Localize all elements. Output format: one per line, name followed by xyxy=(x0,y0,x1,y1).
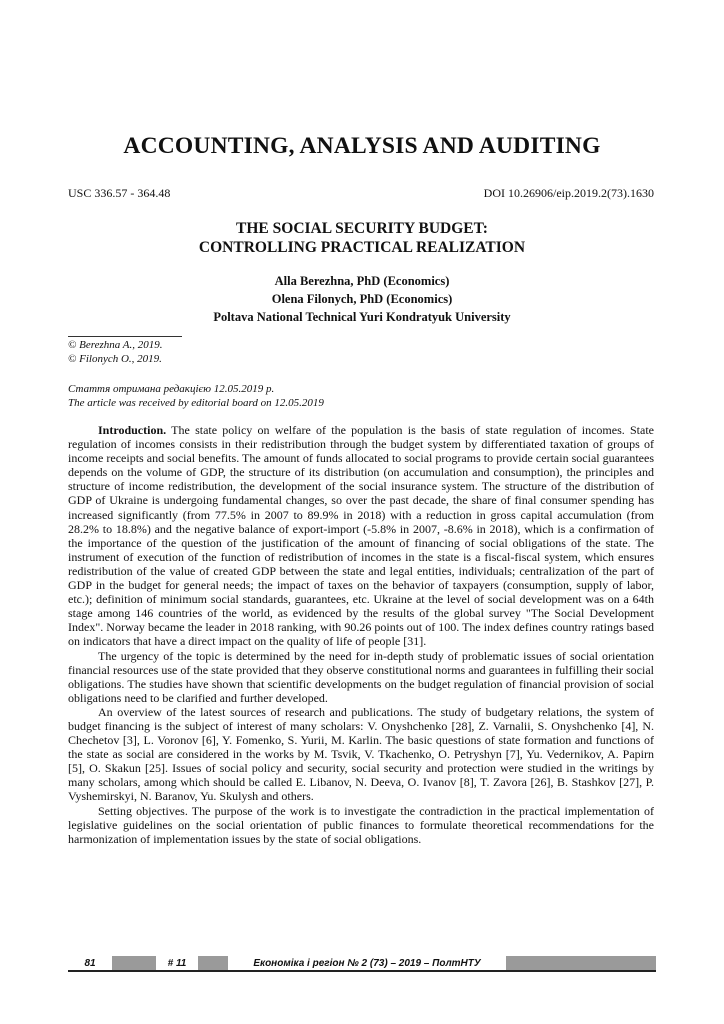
affiliation: Poltava National Technical Yuri Kondratyuk University xyxy=(213,310,511,324)
article-body xyxy=(68,423,654,846)
divider xyxy=(68,336,182,337)
section-title: ACCOUNTING, ANALYSIS AND AUDITING xyxy=(123,133,601,159)
copyright-line: © Filonych O., 2019. xyxy=(68,353,162,365)
paragraph-objectives: Setting objectives. The purpose of the work is to investigate the contradiction in the practical implementation of legislative guidelines on the social orientation of public finances to formulate theoretical recommendations for the harmonization of implementation issues by the state of social obligations. xyxy=(68,803,654,846)
journal-name: Економіка і регіон № 2 (73) – 2019 – ПолтНТУ xyxy=(228,956,506,970)
metadata-row xyxy=(68,186,654,201)
received-note-ua: Стаття отримана редакцією 12.05.2019 р. xyxy=(68,383,275,395)
introduction-label: Introduction. xyxy=(98,423,167,437)
received-note-en: The article was received by editorial board on 12.05.2019 xyxy=(68,397,324,409)
received-note xyxy=(68,382,324,410)
doi[interactable]: DOI 10.26906/eip.2019.2(73).1630 xyxy=(483,186,654,200)
usc-code: USC 336.57 - 364.48 xyxy=(68,186,171,200)
paper-title-line-2: CONTROLLING PRACTICAL REALIZATION xyxy=(198,239,526,256)
introduction-text: The state policy on welfare of the population is the basis of state regulation of incomes. State regulation of incomes consists in their redistribution through the budget system by differentiated taxation of groups of income receipts and social benefits. The amount of funds allocated to social programs to provide certain social guarantees depends on the volume of GDP, the structure of its distribution (on accumulation and consumption), the principles and structure of income redistribution, the development of the social insurance system. The structure of the distribution of GDP of Ukraine is undergoing fundamental changes, so over the past decade, the share of final consumer spending has increased significantly (from 77.5% in 2007 to 89.9% in 2018) with a reduction in gross capital accumulation (from 28.2% to 18.8%) and the negative balance of export-import (-5.8% in 2007, -8.6% in 2018), which is a confirmation of the importance of the question of the justification of the amount of financing of social obligations of the state. The instrument of execution of the function of redistribution of incomes in the state is a fiscal-fiscal system, which ensures redistribution of the value of created GDP between the state and legal entities, individuals; centralization of the part of GDP in the budget for general needs; the impact of taxes on the behavior of taxpayers (consumption, supply of labor, etc.); definition of minimum social standards, guarantees, etc. Ukraine at the level of social development was on a 64th stage among 146 countries of the world, as evidenced by the results of the global survey "The Social Development Index". Norway became the leader in 2018 ranking, with 90.26 points out of 100. The index defines country ratings based on indicators that have a direct impact on the quality of life of people [31]. xyxy=(68,423,654,649)
copyright-block xyxy=(68,338,163,366)
paragraph-urgency: The urgency of the topic is determined by the need for in-depth study of problematic issues of social orientation financial resources use of the state provided that they observe constitutional norms and guarantees in fulfilling their social obligations. The studies have shown that scientific developments on the budget regulation of financial provision of social obligations need to be clarified and further developed. xyxy=(68,648,654,705)
issue-number: # 11 xyxy=(156,956,198,970)
page-number: 81 xyxy=(68,956,112,970)
footer-spacer xyxy=(112,956,156,970)
paper-title xyxy=(0,219,724,257)
author-1: Alla Berezhna, PhD (Economics) xyxy=(274,274,450,288)
paragraph-introduction xyxy=(68,423,654,649)
authors-block xyxy=(0,272,724,326)
paragraph-overview: An overview of the latest sources of research and publications. The study of budgetary relations, the system of budget financing is the subject of interest of many scholars: V. Onyshchenko [28], Z. Varnalii, S. Onyshchenko [4], N. Chechetov [3], L. Voronov [6], Y. Fomenko, S. Yurii, M. Karlin. The basic questions of state formation and functions of the state as social are considered in the works by M. Tsvik, V. Tkachenko, O. Petryshyn [7], Yu. Vedernikov, A. Papirn [5], O. Skakun [25]. Issues of social policy and security, social security and protection were studied in the writings by many scholars, among which should be called E. Libanov, N. Deeva, O. Ivanov [8], T. Zavora [26], B. Stashkov [27], P. Vyshemirskyi, N. Baranov, Yu. Skulysh and others. xyxy=(68,704,654,804)
footer-spacer xyxy=(506,956,656,970)
author-2: Olena Filonych, PhD (Economics) xyxy=(271,292,453,306)
footer-spacer xyxy=(198,956,228,970)
copyright-line: © Berezhna A., 2019. xyxy=(68,339,163,351)
page-footer xyxy=(68,956,656,972)
paper-title-line-1: THE SOCIAL SECURITY BUDGET: xyxy=(236,220,488,237)
